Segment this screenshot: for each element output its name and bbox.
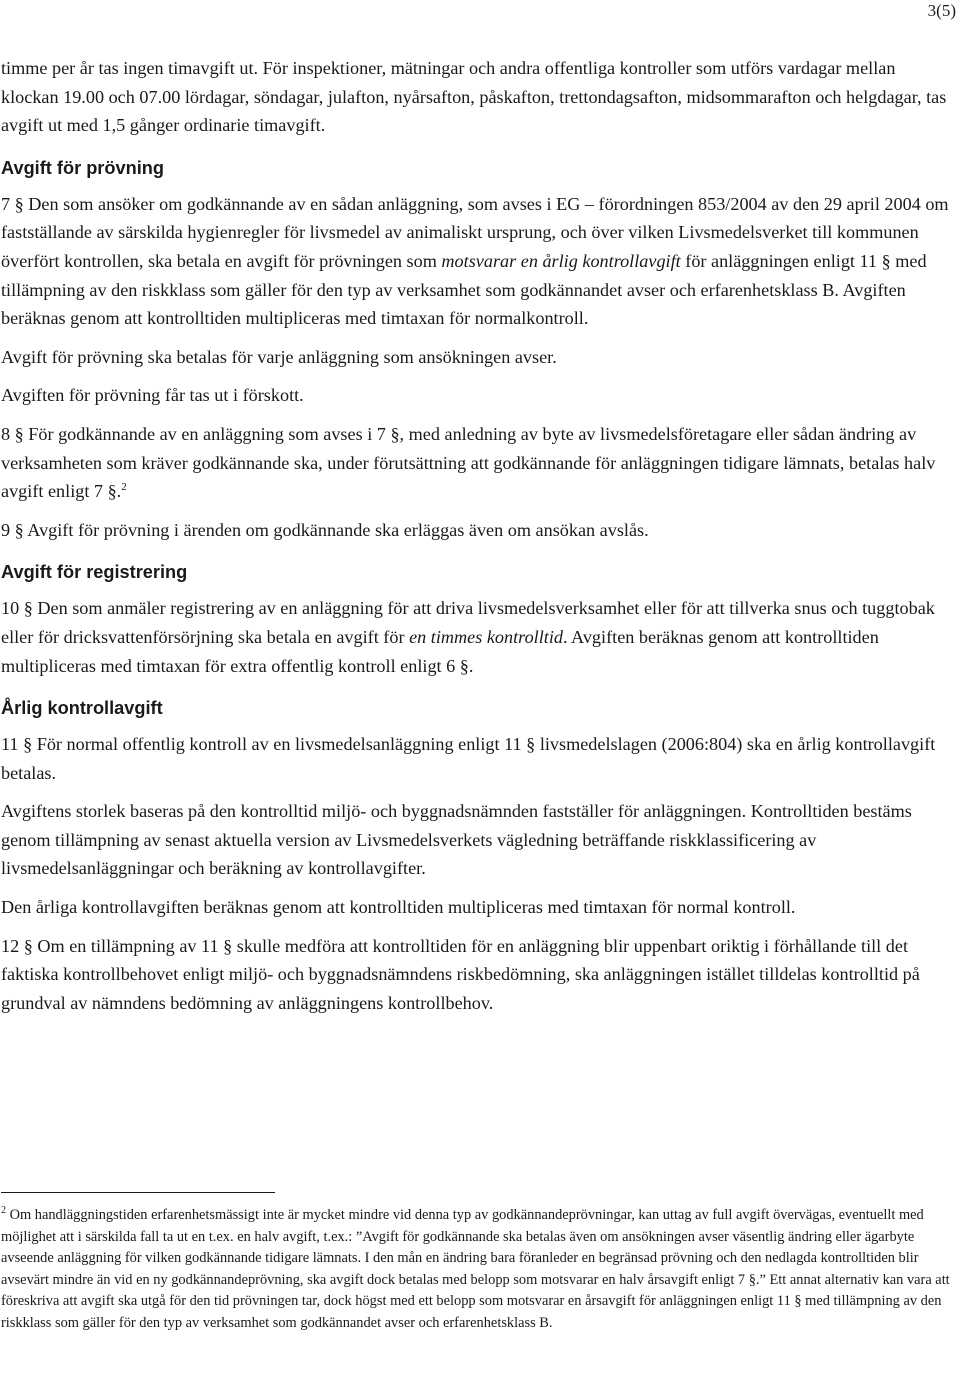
italic-phrase: motsvarar en årlig kontrollavgift [441,250,681,271]
intro-paragraph: timme per år tas ingen timavgift ut. För inspektioner, mätningar och andra offentliga kontroller som utförs vardagar mellan klockan 19.00 och 07.00 lördagar, söndagar, julafton, nyårsafton, påskafton, trettondagsafton, midsommarafton och helgdagar, tas avgift ut med 1,5 gånger ordinarie timavgift. [1,58,947,136]
paragraph-fee-calculation: Den årliga kontrollavgiften beräknas genom att kontrolltiden multipliceras med timtaxan för normal kontroll. [1,897,796,918]
page-number: 3(5) [927,1,956,20]
paragraph-10 [1,594,956,680]
section-sign-icon: § [107,481,117,502]
paragraph-7 [1,190,956,333]
section-sign-icon: § [459,655,469,676]
document-body [1,54,956,1027]
paragraph-number: 10 [1,598,20,619]
italic-phrase: en timmes kontrolltid [409,626,563,647]
section-sign-icon: § [223,935,233,956]
paragraph-advance: Avgiften för prövning får tas ut i förskott. [1,385,304,406]
paragraph-number: 9 [1,519,11,540]
section-sign-icon: § [23,734,33,755]
paragraph-8 [1,420,956,506]
paragraph-text: Avgift för prövning i ärenden om godkännande ska erläggas även om ansökan avslås. [27,519,649,540]
paragraph-text: . Avgiften beräknas genom att kontrolltiden multipliceras med timtaxan för extra offentlig kontroll enligt 6 [1,626,879,676]
footnote-number: 2 [1,1205,6,1217]
paragraph-text: . [468,655,474,676]
paragraph-number: 11 [1,734,19,755]
section-sign-icon: § [23,598,33,619]
footnote-text: Om handläggningstiden erfarenhetsmässigt inte är mycket mindre vid denna typ av godkännandeprövningar, kan uttag av full avgift övervägas, eventuellt med möjlighet att i särskilda fall ta ut en t.ex. en halv avgift, t.ex.: ”Avgift för godkännande ska betalas även om ansökningen avser väsentlig ändring eller ägarbyte avseende anläggning för vilken godkännande tidigare lämnats. I den mån en ändring bara föranleder en begränsad prövning och den nedlagda kontrolltiden blir avsevärt mindre än vid en ny godkännandeprövning, ska avgift dock betalas med belopp som motsvarar en halv årsavgift enligt 7 §.” Ett annat alternativ kan vara att föreskriva att avgift ska utgå för den tid prövningen tar, dock högst med ett belopp som motsvarar en årsavgift för anläggningen enligt 11 § med tillämpning av den riskklass som gäller för den typ av verksamhet som godkännandet avser och erfarenhetsklass B. [1,1207,950,1331]
paragraph-text: med tillämpning av den riskklass som gäller för den typ av verksamhet som godkännandet avser och erfarenhetsklass B. Avgiften beräknas genom att kontrolltiden multipliceras med timtaxan för normalkontroll. [1,250,927,329]
paragraph-text: livsmedelslagen (2006:804) ska en årlig kontrollavgift betalas. [1,734,936,783]
paragraph-text: . [116,481,122,502]
section-sign-icon: § [14,193,24,214]
section-sign-icon: § [14,423,24,444]
paragraph-text: För normal offentlig kontroll av en livsmedelsanläggning enligt 11 [36,734,527,755]
section-sign-icon: § [14,519,24,540]
paragraph-each-facility: Avgift för prövning ska betalas för varje anläggning som ansökningen avser. [1,346,557,367]
paragraph-text: för anläggningen enligt 11 [680,250,882,271]
heading-avgift-provning: Avgift för prövning [1,157,164,178]
paragraph-text: Den som ansöker om godkännande av en sådan anläggning, som avses i EG – förordningen 853/2004 av den 29 april 2004 om fastställande av särskilda hygienregler för livsmedel av animaliskt ursprung, och över vilken Livsmedelsverket till kommunen överfört kontrollen, ska betala en avgift för prövningen som [1,193,949,271]
section-sign-icon: § [390,423,400,444]
section-sign-icon: § [881,250,891,271]
heading-avgift-registrering: Avgift för registrering [1,562,188,583]
paragraph-number: 8 [1,423,11,444]
paragraph-9 [1,516,956,545]
heading-arlig-kontrollavgift: Årlig kontrollavgift [1,698,163,719]
paragraph-text: skulle medföra att kontrolltiden för en anläggning blir uppenbart oriktig i förhållande till det faktiska kontrollbehovet enligt miljö- och byggnadsnämndens riskbedömning, ska anläggningen istället tilldelas kontrolltid på grundval av nämndens bedömning av anläggningens kontrollbehov. [1,935,920,1013]
paragraph-fee-size: Avgiftens storlek baseras på den kontrolltid miljö- och byggnadsnämnden fastställer för anläggningen. Kontrolltiden bestäms genom tillämpning av senast aktuella version av Livsmedelsverkets vägledning beträffande riskklassificering av livsmedelsanläggningar och beräkning av kontrollavgifter. [1,801,912,879]
footnote-2 [1,1205,956,1334]
footnote-divider [1,1192,275,1193]
paragraph-11 [1,730,956,787]
footnote-reference[interactable]: 2 [121,481,127,494]
paragraph-text: Om en tillämpning av 11 [37,935,224,956]
paragraph-text: För godkännande av en anläggning som avses i 7 [28,423,391,444]
paragraph-number: 12 [1,935,20,956]
paragraph-number: 7 [1,193,11,214]
section-sign-icon: § [526,734,536,755]
paragraph-text: Den som anmäler registrering av en anläggning för att driva livsmedelsverksamhet eller för att tillverka snus och tuggtobak eller för dricksvattenförsörjning ska betala en avgift för [1,598,935,647]
paragraph-12 [1,932,956,1018]
section-sign-icon: § [23,935,33,956]
paragraph-text: , med anledning av byte av livsmedelsföretagare eller sådan ändring av verksamheten som kräver godkännande ska, under förutsättning att godkännande för anläggningen tidigare lämnats, betalas halv avgift enligt 7 [1,423,936,502]
